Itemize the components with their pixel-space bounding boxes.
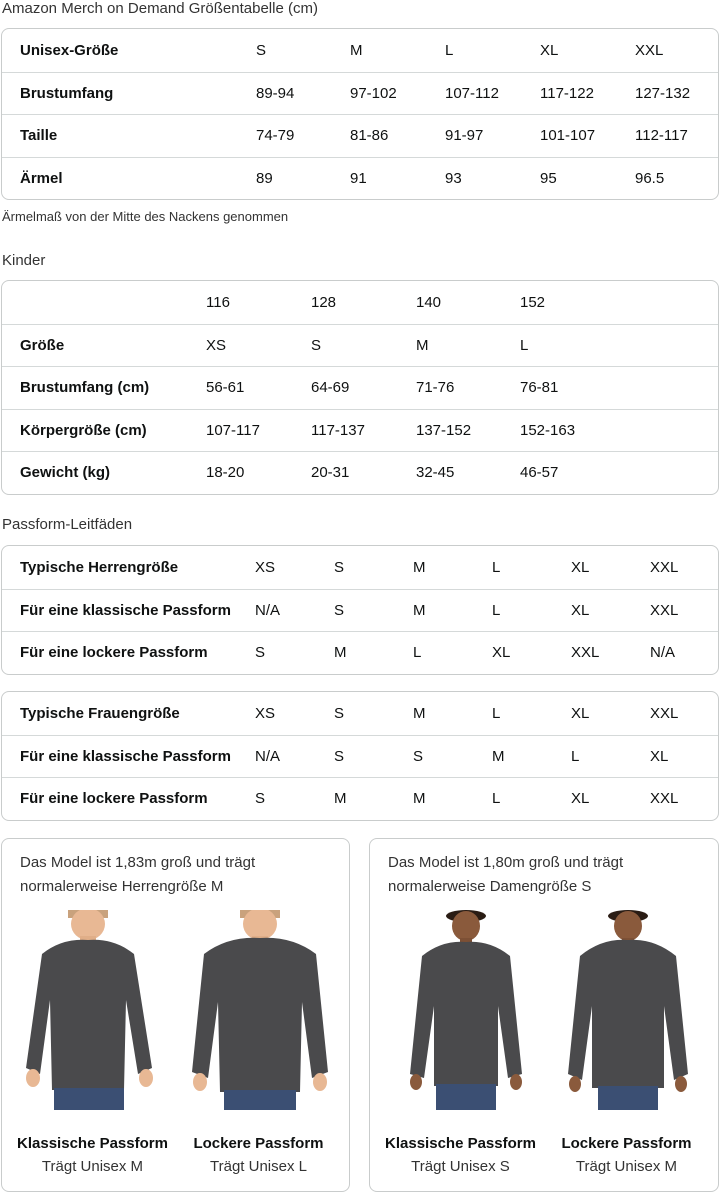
table-cell: XL (650, 747, 669, 765)
table-cell: M (350, 41, 363, 59)
table-cell: M (413, 558, 426, 576)
table-cell: N/A (255, 601, 281, 619)
table-cell: 56-61 (206, 379, 245, 397)
table-row (2, 451, 718, 494)
adult-size-table (1, 28, 719, 200)
table-row (2, 631, 718, 674)
table-cell: 76-81 (520, 379, 559, 397)
table-cell: 140 (416, 293, 442, 311)
table-cell: N/A (255, 747, 281, 765)
table-row (2, 589, 718, 632)
female-model-loose-fit-image (560, 910, 700, 1110)
row-header: Brustumfang (cm) (20, 379, 150, 397)
table-row (2, 735, 718, 778)
male-model-loose-fit-image (188, 910, 328, 1110)
row-header: Für eine klassische Passform (20, 747, 231, 765)
table-cell: XL (571, 558, 590, 576)
table-cell: XL (571, 790, 590, 808)
table-cell: 101-107 (540, 127, 596, 145)
row-header: Typische Frauengröße (20, 704, 180, 722)
table-cell: XXL (571, 644, 600, 662)
table-cell: 18-20 (206, 464, 245, 482)
table-cell: 127-132 (635, 84, 691, 102)
table-cell: L (413, 644, 422, 662)
sleeve-note: Ärmelmaß von der Mitte des Nackens genommen (2, 209, 289, 224)
figure-subtitle: Trägt Unisex L (210, 1158, 307, 1175)
table-cell: N/A (650, 644, 676, 662)
table-cell: XL (492, 644, 511, 662)
table-cell: 128 (311, 293, 337, 311)
table-cell: 152-163 (520, 421, 576, 439)
table-cell: S (311, 336, 322, 354)
table-row (2, 72, 718, 115)
male-model-classic-fit-image (22, 910, 162, 1110)
table-cell: L (571, 747, 580, 765)
female-model-classic-fit-image (398, 910, 538, 1110)
table-cell: XXL (650, 601, 679, 619)
table-row (2, 409, 718, 452)
table-cell: S (334, 747, 345, 765)
table-cell: 20-31 (311, 464, 350, 482)
table-cell: 152 (520, 293, 546, 311)
row-header: Brustumfang (20, 84, 114, 102)
page-title: Amazon Merch on Demand Größentabelle (cm) (2, 0, 318, 17)
row-header: Ärmel (20, 169, 63, 187)
table-cell: L (492, 558, 501, 576)
model-description: Das Model ist 1,80m groß und trägt normalerweise Damengröße S (388, 854, 624, 895)
row-header: Gewicht (kg) (20, 464, 111, 482)
table-cell: XS (255, 704, 276, 722)
figure-title: Klassische Passform (17, 1135, 168, 1152)
table-cell: L (492, 601, 501, 619)
kids-title: Kinder (2, 252, 46, 269)
kids-size-table (1, 280, 719, 495)
row-header: Für eine lockere Passform (20, 790, 208, 808)
table-cell: M (413, 790, 426, 808)
table-cell: 32-45 (416, 464, 455, 482)
row-header: Größe (20, 336, 65, 354)
table-cell: 64-69 (311, 379, 350, 397)
table-cell: M (492, 747, 505, 765)
row-header: Unisex-Größe (20, 41, 119, 59)
table-row (2, 777, 718, 820)
table-cell: M (416, 336, 429, 354)
table-cell: 107-112 (445, 84, 499, 102)
fit-guide-title: Passform-Leitfäden (2, 516, 133, 533)
table-cell: 89 (256, 169, 273, 187)
figure-title: Lockere Passform (561, 1135, 692, 1152)
table-cell: S (255, 644, 266, 662)
row-header: Taille (20, 127, 58, 145)
men-fit-table (1, 545, 719, 675)
figure-title: Lockere Passform (193, 1135, 324, 1152)
table-cell: 74-79 (256, 127, 295, 145)
table-row (2, 114, 718, 157)
table-cell: 116 (206, 293, 230, 311)
table-row (2, 281, 718, 324)
table-cell: XXL (650, 704, 679, 722)
row-header: Körpergröße (cm) (20, 421, 147, 439)
row-header: Typische Herrengröße (20, 558, 179, 576)
table-cell: L (492, 704, 501, 722)
row-header: Für eine lockere Passform (20, 644, 208, 662)
table-row (2, 692, 718, 735)
model-description: Das Model ist 1,83m groß und trägt normalerweise Herrengröße M (20, 854, 256, 895)
table-row (2, 366, 718, 409)
table-cell: 96.5 (635, 169, 665, 187)
table-row (2, 29, 718, 72)
table-cell: 81-86 (350, 127, 389, 145)
table-row (2, 324, 718, 367)
table-row (2, 157, 718, 200)
table-cell: 91 (350, 169, 367, 187)
table-cell: S (255, 790, 266, 808)
table-cell: XS (206, 336, 227, 354)
table-cell: XXL (650, 790, 679, 808)
table-cell: M (413, 704, 426, 722)
table-cell: XL (571, 601, 590, 619)
women-fit-table (1, 691, 719, 821)
table-cell: S (413, 747, 424, 765)
table-cell: 71-76 (416, 379, 455, 397)
table-cell: 93 (445, 169, 462, 187)
table-cell: XS (255, 558, 276, 576)
table-cell: 117-137 (311, 421, 365, 439)
table-cell: 46-57 (520, 464, 559, 482)
table-cell: 89-94 (256, 84, 295, 102)
table-cell: M (334, 790, 347, 808)
table-cell: L (445, 41, 454, 59)
table-cell: 137-152 (416, 421, 472, 439)
table-cell: L (520, 336, 529, 354)
table-row (2, 546, 718, 589)
table-cell: 97-102 (350, 84, 397, 102)
table-cell: XXL (650, 558, 679, 576)
table-cell: 112-117 (635, 127, 688, 145)
table-cell: M (413, 601, 426, 619)
table-cell: 117-122 (540, 84, 594, 102)
table-cell: 107-117 (206, 421, 260, 439)
table-cell: M (334, 644, 347, 662)
table-cell: XXL (635, 41, 664, 59)
table-cell: 91-97 (445, 127, 484, 145)
table-cell: S (334, 558, 345, 576)
row-header: Für eine klassische Passform (20, 601, 231, 619)
table-cell: 95 (540, 169, 557, 187)
table-cell: S (256, 41, 267, 59)
table-cell: XL (571, 704, 590, 722)
table-cell: L (492, 790, 501, 808)
table-cell: XL (540, 41, 559, 59)
figure-subtitle: Trägt Unisex M (575, 1158, 678, 1175)
figure-subtitle: Trägt Unisex S (411, 1158, 510, 1175)
table-cell: S (334, 601, 345, 619)
table-cell: S (334, 704, 345, 722)
figure-subtitle: Trägt Unisex M (41, 1158, 144, 1175)
figure-title: Klassische Passform (385, 1135, 536, 1152)
